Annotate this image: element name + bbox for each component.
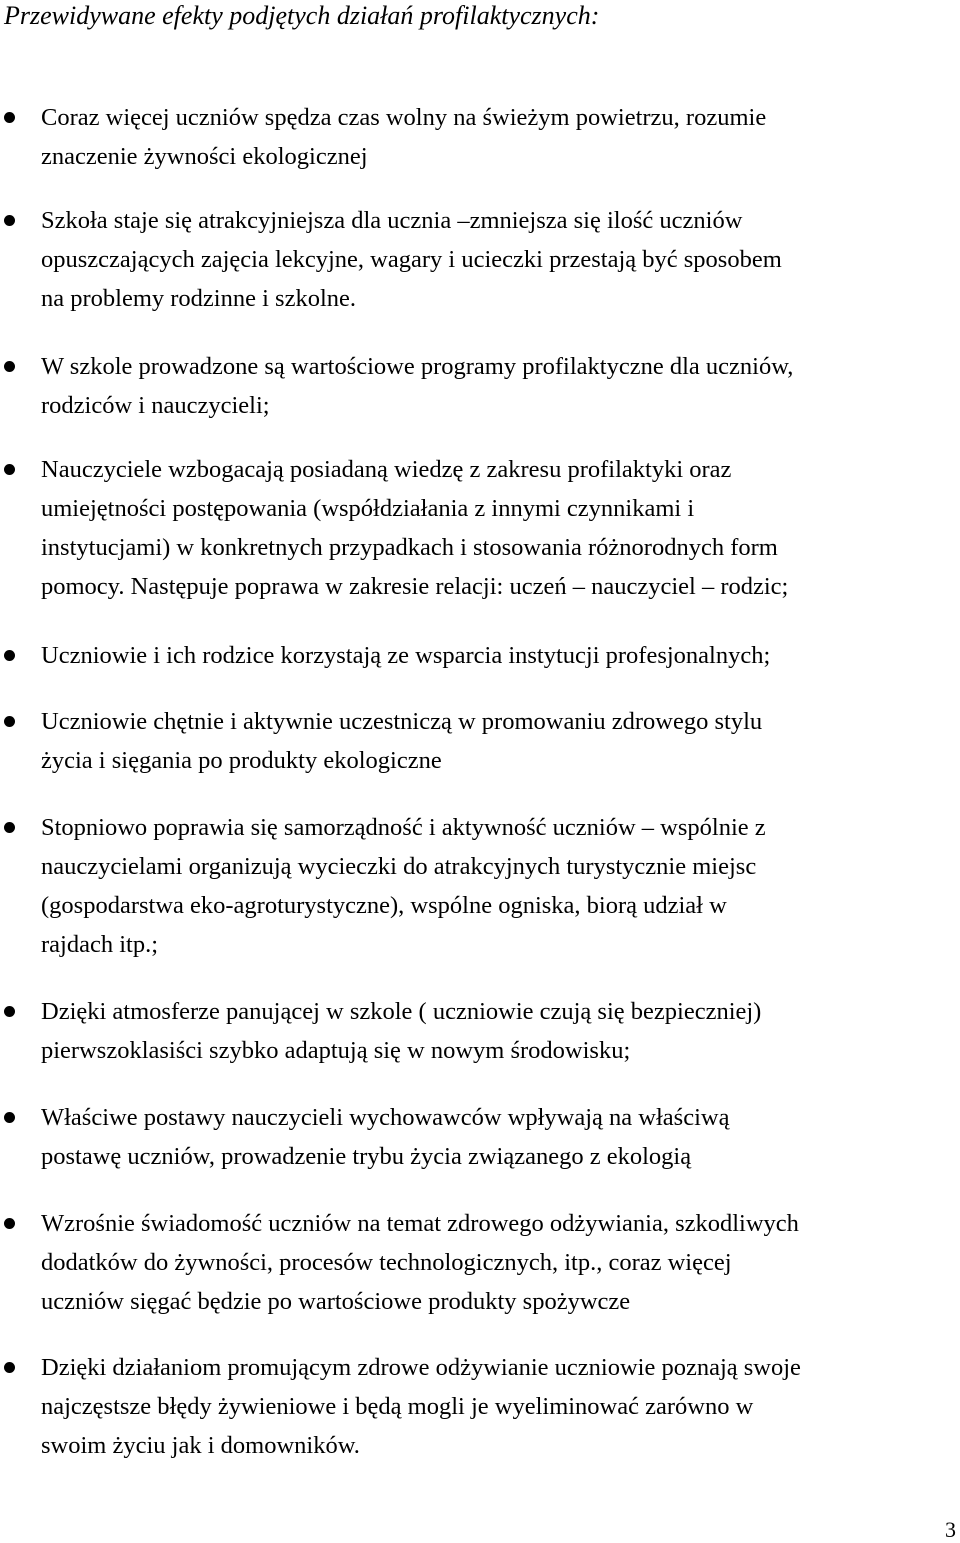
list-item-line: uczniów sięgać będzie po wartościowe produkty spożywcze — [41, 1288, 631, 1315]
bullet-icon — [4, 112, 15, 123]
bullet-icon — [4, 361, 15, 372]
list-item-line: Szkoła staje się atrakcyjniejsza dla ucznia –zmniejsza się ilość uczniów — [41, 207, 743, 234]
list-item-line: rodziców i nauczycieli; — [41, 392, 270, 419]
list-item-line: na problemy rodzinne i szkolne. — [41, 285, 357, 312]
page-number: 3 — [945, 1517, 956, 1542]
bullet-icon — [4, 822, 15, 833]
list-item-line: Uczniowie i ich rodzice korzystają ze wsparcia instytucji profesjonalnych; — [41, 642, 771, 669]
list-item-line: Właściwe postawy nauczycieli wychowawców wpływają na właściwą — [41, 1104, 730, 1131]
bullet-icon — [4, 1112, 15, 1123]
bullet-icon — [4, 1006, 15, 1017]
list-item-line: pomocy. Następuje poprawa w zakresie relacji: uczeń – nauczyciel – rodzic; — [41, 573, 789, 600]
list-item-line: W szkole prowadzone są wartościowe programy profilaktyczne dla uczniów, — [41, 353, 794, 380]
list-item-line: Coraz więcej uczniów spędza czas wolny na świeżym powietrzu, rozumie — [41, 104, 767, 131]
list-item-line: Dzięki atmosferze panującej w szkole ( uczniowie czują się bezpieczniej) — [41, 998, 762, 1025]
list-item-line: najczęstsze błędy żywieniowe i będą mogli je wyeliminować zarówno w — [41, 1393, 754, 1420]
bullet-icon — [4, 215, 15, 226]
list-item-line: życia i sięgania po produkty ekologiczne — [41, 747, 442, 774]
list-item-line: instytucjami) w konkretnych przypadkach i stosowania różnorodnych form — [41, 534, 778, 561]
list-item-line: dodatków do żywności, procesów technologicznych, itp., coraz więcej — [41, 1249, 732, 1276]
list-item-line: postawę uczniów, prowadzenie trybu życia związanego z ekologią — [41, 1143, 692, 1170]
list-item-line: umiejętności postępowania (współdziałania z innymi czynnikami i — [41, 495, 695, 522]
bullet-icon — [4, 1218, 15, 1229]
list-item-line: pierwszoklasiści szybko adaptują się w nowym środowisku; — [41, 1037, 631, 1064]
list-item-line: opuszczających zajęcia lekcyjne, wagary i ucieczki przestają być sposobem — [41, 246, 782, 273]
list-item-line: swoim życiu jak i domowników. — [41, 1432, 360, 1459]
bullet-icon — [4, 1362, 15, 1373]
list-item-line: rajdach itp.; — [41, 931, 159, 958]
bullet-icon — [4, 650, 15, 661]
bullet-icon — [4, 464, 15, 475]
list-item-line: Dzięki działaniom promującym zdrowe odżywianie uczniowie poznają swoje — [41, 1354, 801, 1381]
list-item-line: (gospodarstwa eko-agroturystyczne), wspólne ogniska, biorą udział w — [41, 892, 727, 919]
bullet-icon — [4, 716, 15, 727]
list-item-line: Wzrośnie świadomość uczniów na temat zdrowego odżywiania, szkodliwych — [41, 1210, 799, 1237]
section-heading: Przewidywane efekty podjętych działań profilaktycznych: — [4, 1, 600, 30]
list-item-line: Nauczyciele wzbogacają posiadaną wiedzę z zakresu profilaktyki oraz — [41, 456, 732, 483]
list-item-line: Stopniowo poprawia się samorządność i aktywność uczniów – wspólnie z — [41, 814, 766, 841]
list-item-line: nauczycielami organizują wycieczki do atrakcyjnych turystycznie miejsc — [41, 853, 757, 880]
list-item-line: znaczenie żywności ekologicznej — [41, 143, 368, 170]
list-item-line: Uczniowie chętnie i aktywnie uczestniczą w promowaniu zdrowego stylu — [41, 708, 763, 735]
